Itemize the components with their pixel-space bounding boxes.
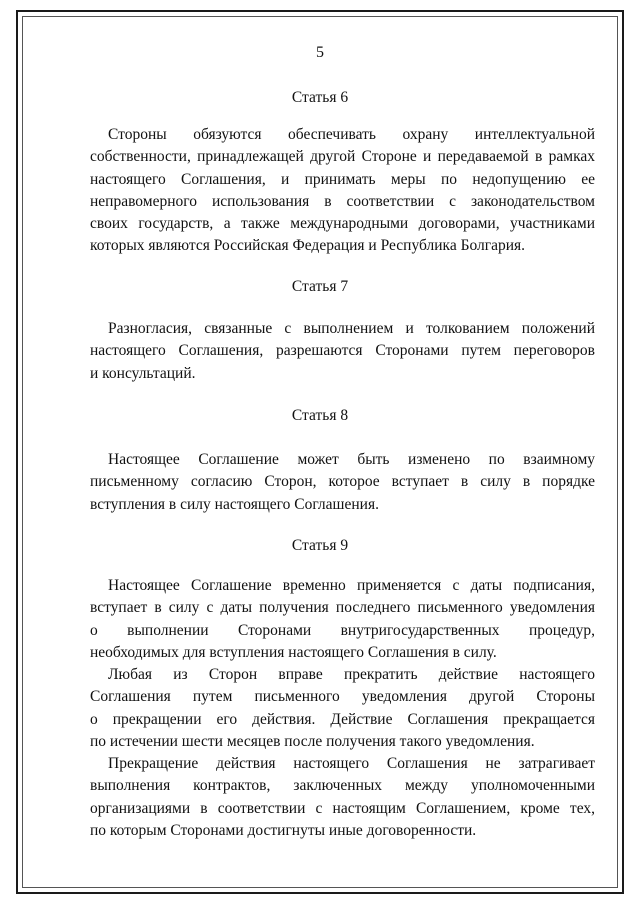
- text-line: настоящего Соглашения, и принимать меры по недопущению ее: [90, 170, 595, 188]
- article-9-paragraph-2: [90, 664, 595, 753]
- article-7-paragraph-1: [90, 318, 595, 385]
- article-8-heading: Статья 8: [291, 407, 349, 424]
- text-line: Настоящее Соглашение может быть изменено по взаимному: [108, 451, 595, 468]
- text-line: своих государств, а также международными договорами, участниками: [90, 215, 595, 233]
- article-8-paragraph-1: [90, 449, 595, 516]
- text-line: вступления в силу настоящего Соглашения.: [90, 495, 379, 513]
- article-7-heading: Статья 7: [291, 278, 349, 295]
- page-number: 5: [316, 44, 324, 61]
- text-line: о выполнении Сторонами внутригосударственных процедур,: [90, 621, 595, 639]
- text-line: собственности, принадлежащей другой Стороне и передаваемой в рамках: [90, 148, 595, 166]
- text-line: организациями в соответствии с настоящим Соглашением, кроме тех,: [90, 799, 595, 817]
- text-line: и консультаций.: [90, 364, 196, 382]
- article-9-paragraph-3: [90, 753, 595, 842]
- text-line: Стороны обязуются обеспечивать охрану интеллектуальной: [108, 126, 595, 143]
- text-line: о прекращении его действия. Действие Соглашения прекращается: [90, 710, 595, 728]
- text-line: Прекращение действия настоящего Соглашения не затрагивает: [108, 755, 595, 772]
- article-9-paragraph-1: [90, 575, 595, 664]
- article-9-heading: Статья 9: [291, 537, 349, 554]
- text-line: неправомерного использования в соответствии с законодательством: [90, 192, 595, 210]
- text-line: настоящего Соглашения, разрешаются Сторонами путем переговоров: [90, 342, 595, 360]
- text-line: вступает в силу с даты получения последнего письменного уведомления: [90, 599, 595, 617]
- text-line: по которым Сторонами достигнуты иные договоренности.: [90, 821, 477, 839]
- text-line: Соглашения путем письменного уведомления другой Стороны: [90, 688, 595, 706]
- article-6-paragraph-1: [90, 124, 595, 258]
- text-line: которых являются Российская Федерация и Республика Болгария.: [90, 237, 526, 255]
- text-line: Настоящее Соглашение временно применяется с даты подписания,: [108, 577, 595, 594]
- text-line: Разногласия, связанные с выполнением и толкованием положений: [108, 320, 595, 337]
- text-line: выполнения контрактов, заключенных между уполномоченными: [90, 777, 595, 795]
- text-line: письменному согласию Сторон, которое вступает в силу в порядке: [90, 473, 595, 491]
- text-line: Любая из Сторон вправе прекратить действие настоящего: [108, 666, 595, 683]
- article-6-heading: Статья 6: [291, 89, 349, 106]
- text-line: по истечении шести месяцев после получения такого уведомления.: [90, 732, 535, 750]
- text-line: необходимых для вступления настоящего Соглашения в силу.: [90, 643, 497, 661]
